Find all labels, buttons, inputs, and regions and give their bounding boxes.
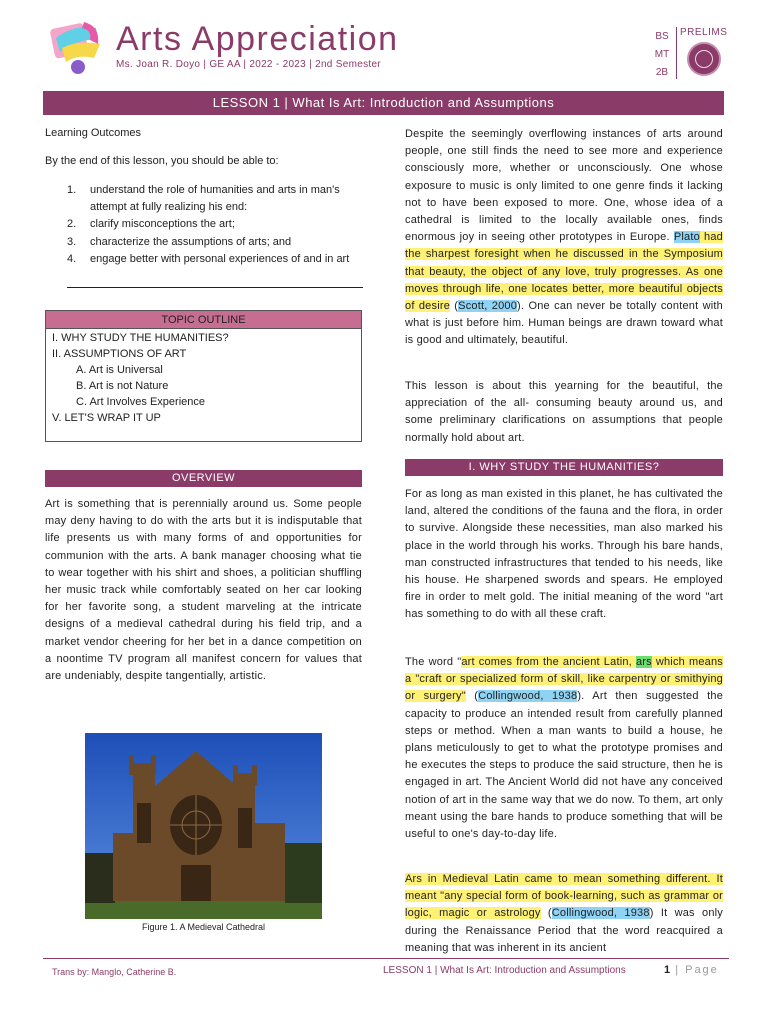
topic-outline-list (46, 329, 361, 427)
course-code-line: MT (654, 49, 670, 60)
highlight-text: had the sharpest foresight when he discussed in the Symposium that beauty, the object of any love, truly progresses. As one moves through life, one locates better, more beautiful objects of desire (405, 231, 723, 313)
course-subtitle: Ms. Joan R. Doyo | GE AA | 2022 - 2023 | 2nd Semester (116, 59, 381, 70)
list-item: 1. understand the role of humanities and arts in man's attempt at fully realizing his end: (67, 184, 340, 214)
highlight-text: art comes from the ancient Latin, (461, 656, 636, 668)
paragraph: Ars in Medieval Latin came to mean something different. It meant "any special form of book-learning, such as grammar or logic, magic or astrology (Collingwood, 1938) It was only during the Renaissance Period that the word reacquired a meaning that was inherent in its ancient (405, 873, 723, 954)
citation-scott: Scott, 2000 (458, 300, 518, 313)
course-code-line: BS (655, 31, 669, 42)
why-study-heading: I. WHY STUDY THE HUMANITIES? (405, 459, 723, 476)
highlight-plato: Plato (673, 231, 700, 244)
learning-outcomes-list (67, 182, 363, 268)
list-item: V. LET'S WRAP IT UP (52, 412, 161, 424)
paragraph: This lesson is about this yearning for the beautiful, the appreciation of the all- consuming beauty around us, and some preliminary clarifications on assumptions that people normally hold about art. (405, 380, 723, 444)
list-item: 3. characterize the assumptions of arts; and (67, 235, 292, 248)
highlight-text: Ars in Medieval Latin came to mean something different. It meant "any special form of book-learning, such as grammar or logic, magic or astrology (405, 873, 723, 920)
course-code-line: 2B (655, 67, 669, 78)
arts-logo (48, 18, 104, 76)
term-label: PRELIMS (680, 27, 728, 38)
figure-caption: Figure 1. A Medieval Cathedral (141, 922, 266, 932)
footer-lesson: LESSON 1 | What Is Art: Introduction and Assumptions (383, 965, 626, 976)
topic-outline-box (45, 310, 362, 442)
learning-outcomes-intro: By the end of this lesson, you should be able to: (45, 155, 279, 167)
overview-heading: OVERVIEW (45, 470, 362, 487)
citation-collingwood: Collingwood, 1938 (478, 690, 578, 703)
highlight-ars: ars (635, 656, 652, 668)
lesson-banner: LESSON 1 | What Is Art: Introduction and Assumptions (43, 91, 724, 115)
page-number: 1 | Page (664, 964, 719, 976)
cathedral-photo (85, 733, 322, 919)
list-item: 2. clarify misconceptions the art; (67, 218, 235, 231)
paragraph: Despite the seemingly overflowing instances of arts around people, one still finds the need to see more and experience consciously more, whether or unconsciously. One whose exposure to music is only limited to one genre finds it lacking not to have been exposed to more. One, whose idea of a cathedral is limited to the locally available ones, finds enormous joy in seeing other prototypes in Europe. Plato had the sharpest foresight when he discussed in the Symposium that beauty, the object of any love, truly progresses. As one moves through life, one locates better, more beautiful objects of desire (Scott, 2000). One can never be totally content with what is just before him. Human beings are drawn toward what is good and ultimately, beautiful. (405, 128, 723, 347)
divider (67, 287, 363, 288)
paragraph: The word "art comes from the ancient Latin, ars which means a "craft or specialized form of skill, like carpentry or smithying or surgery" (Collingwood, 1938). Art then suggested the capacity to produce an intended result from carefully planned steps or method. When a man wants to build a house, he plans meticulously to get to what the prototype promises and he executes the steps to produce the said structure, then he is engaged in art. The Ancient World did not have any conceived notion of art in the same way that we do now. To them, art only meant using the bare hands to produce something that will be useful to one's day-to-day life. (405, 656, 724, 841)
list-item: A. Art is Universal (76, 364, 163, 376)
citation-collingwood: Collingwood, 1938 (551, 907, 650, 920)
school-seal-icon (687, 42, 721, 76)
list-item: B. Art is not Nature (76, 380, 169, 392)
course-code (650, 28, 674, 82)
learning-outcomes-heading: Learning Outcomes (45, 127, 141, 139)
paragraph: For as long as man existed in this planet, he has cultivated the land, altered the conditions of the fauna and the flora, in order to survive. Alongside these necessities, man also marked his place in the world through his works. Through his bare hands, man constructed infrastructures that tended to his needs, like his house. He sharpened swords and spears. He employed fire in order to melt gold. The initial meaning of the word "art has something to do with all these craft. (405, 488, 723, 621)
header-divider (676, 27, 677, 79)
footer-divider (43, 958, 729, 959)
topic-outline-heading: TOPIC OUTLINE (46, 311, 361, 329)
list-item: I. WHY STUDY THE HUMANITIES? (52, 332, 229, 344)
highlight-text: which means a "craft or specialized form of skill, like carpentry or smithying or surgery" (405, 656, 723, 703)
list-item: C. Art Involves Experience (76, 396, 206, 408)
overview-text: Art is something that is perennially around us. Some people may deny having to do with the arts but it is indisputable that life presents us with many forms of and opportunities for communion with the arts. A bank manager choosing what tie to wear together with his shirt and shoes, a politician shuffling her music track while comfortably seated on her car looking for her favorite song, a student marveling at the intricate designs of a medieval cathedral during his field trip, and a market vendor cheering for her bet in a dance competition on a noontime TV program all manifest concern for values that are undeniably, despite tangentially, artistic. (45, 498, 362, 683)
page-title: Arts Appreciation (116, 20, 399, 58)
footer-trans: Trans by: Manglo, Catherine B. (52, 967, 177, 977)
list-item: II. ASSUMPTIONS OF ART (52, 348, 187, 360)
list-item: 4. engage better with personal experiences of and in art (67, 252, 350, 265)
